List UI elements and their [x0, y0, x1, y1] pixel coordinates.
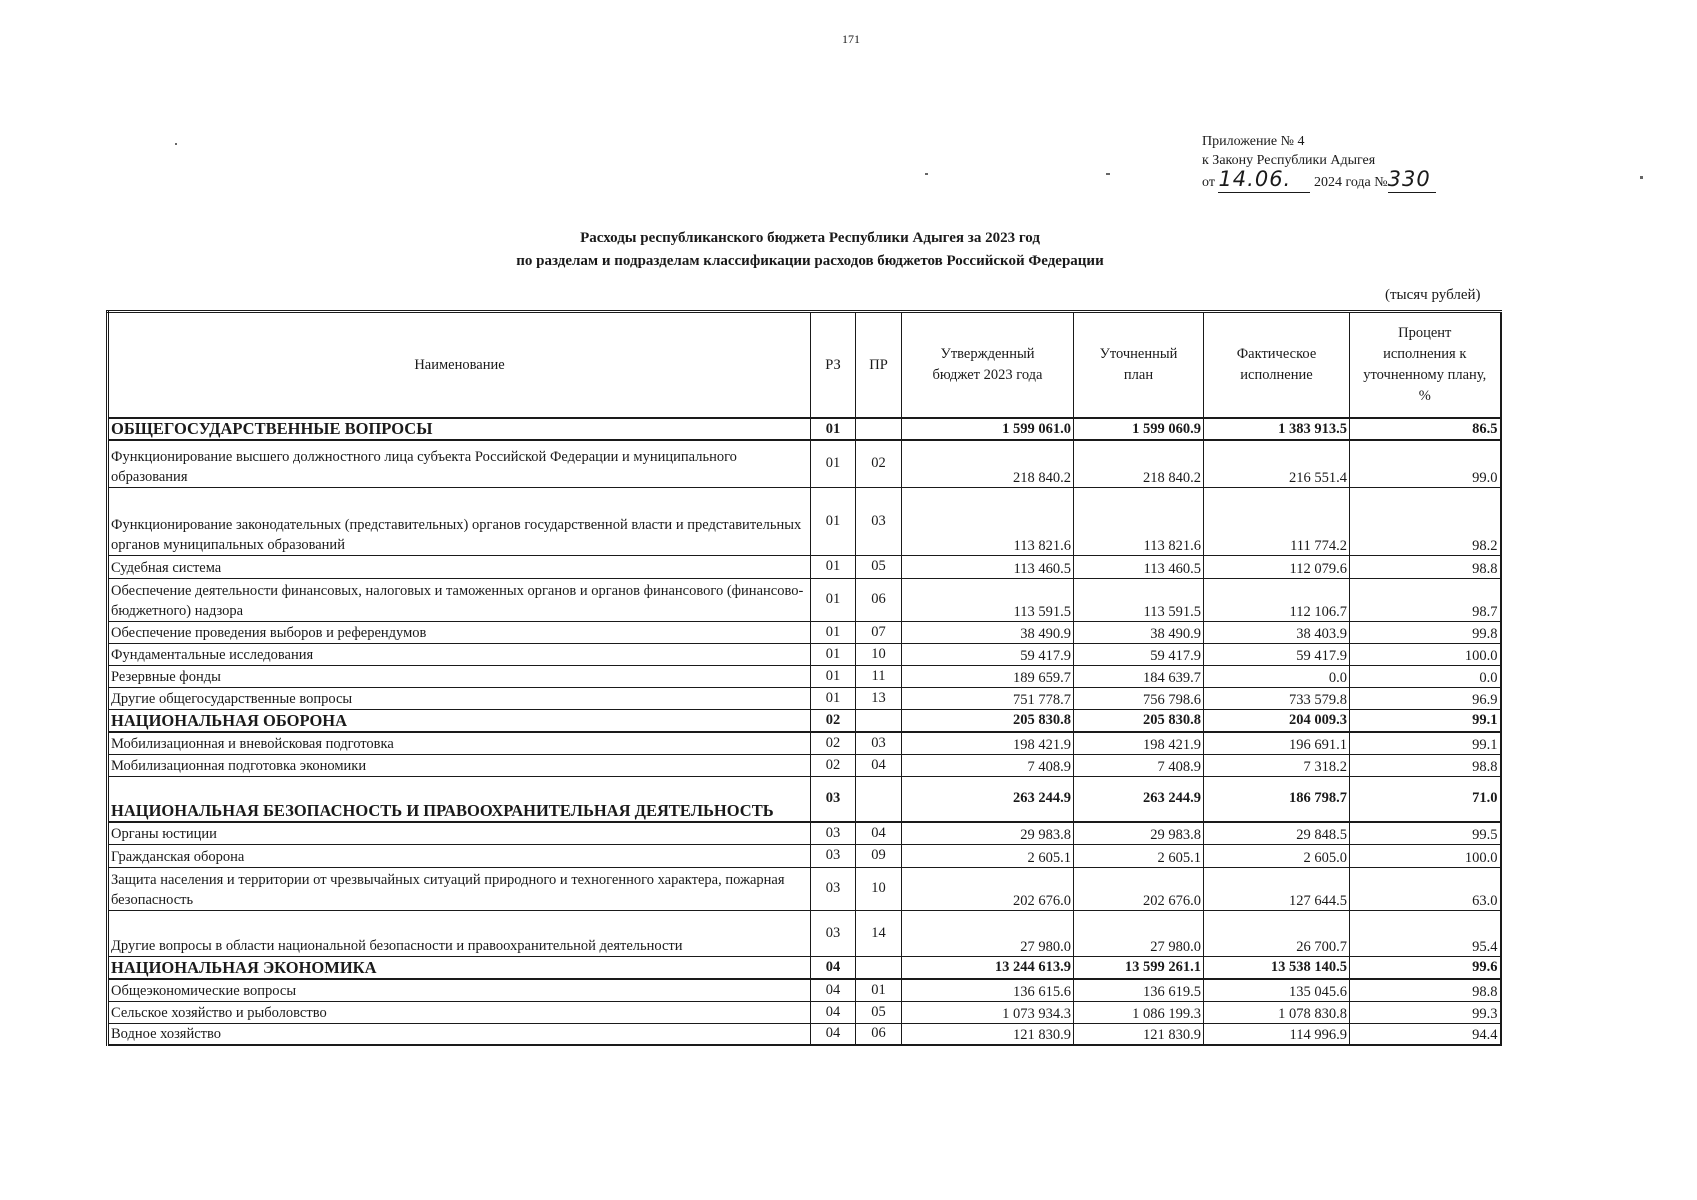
table-row — [108, 665, 1501, 687]
cell-name: Органы юстиции — [108, 822, 811, 844]
cell-actual: 26 700.7 — [1204, 910, 1350, 956]
cell-actual: 196 691.1 — [1204, 732, 1350, 754]
cell-percent: 99.0 — [1350, 440, 1501, 487]
cell-name: Фундаментальные исследования — [108, 643, 811, 665]
cell-name: Мобилизационная и вневойсковая подготовка — [108, 732, 811, 754]
cell-pr — [856, 418, 902, 440]
cell-revised: 1 086 199.3 — [1074, 1001, 1204, 1023]
table-section-row — [108, 418, 1501, 440]
cell-actual: 112 079.6 — [1204, 555, 1350, 578]
cell-revised: 29 983.8 — [1074, 822, 1204, 844]
handwritten-date-field — [1218, 167, 1310, 193]
cell-revised: 198 421.9 — [1074, 732, 1204, 754]
cell-name: Защита населения и территории от чрезвычайных ситуаций природного и техногенного характера, пожарная безопасность — [108, 867, 811, 910]
cell-name: Гражданская оборона — [108, 844, 811, 867]
cell-name: Общеэкономические вопросы — [108, 979, 811, 1001]
cell-approved: 113 460.5 — [902, 555, 1074, 578]
cell-actual: 111 774.2 — [1204, 487, 1350, 555]
document-title — [0, 227, 1620, 273]
cell-rz: 01 — [811, 555, 856, 578]
title-line-1: Расходы республиканского бюджета Республики Адыгея за 2023 год — [580, 230, 1040, 246]
cell-name: Обеспечение деятельности финансовых, налоговых и таможенных органов и органов финансового (финансово-бюджетного) надзора — [108, 578, 811, 621]
cell-rz: 01 — [811, 643, 856, 665]
cell-pr: 10 — [856, 643, 902, 665]
cell-name: Другие вопросы в области национальной безопасности и правоохранительной деятельности — [108, 910, 811, 956]
page-number: 171 — [842, 32, 860, 46]
number-prefix: № — [1374, 175, 1388, 190]
table-row — [108, 822, 1501, 844]
table-row — [108, 979, 1501, 1001]
cell-percent: 63.0 — [1350, 867, 1501, 910]
table-row — [108, 844, 1501, 867]
cell-name: НАЦИОНАЛЬНАЯ ЭКОНОМИКА — [108, 956, 811, 979]
cell-name: Водное хозяйство — [108, 1023, 811, 1045]
cell-revised: 2 605.1 — [1074, 844, 1204, 867]
cell-actual: 1 383 913.5 — [1204, 418, 1350, 440]
cell-approved: 13 244 613.9 — [902, 956, 1074, 979]
cell-name: НАЦИОНАЛЬНАЯ ОБОРОНА — [108, 709, 811, 732]
cell-rz: 02 — [811, 754, 856, 776]
title-line-2: по разделам и подразделам классификации расходов бюджетов Российской Федерации — [516, 253, 1104, 269]
cell-name: Резервные фонды — [108, 665, 811, 687]
cell-revised: 113 821.6 — [1074, 487, 1204, 555]
cell-actual: 112 106.7 — [1204, 578, 1350, 621]
cell-revised: 184 639.7 — [1074, 665, 1204, 687]
cell-revised: 113 591.5 — [1074, 578, 1204, 621]
cell-rz: 04 — [811, 979, 856, 1001]
cell-revised: 59 417.9 — [1074, 643, 1204, 665]
cell-pr: 04 — [856, 754, 902, 776]
cell-pr: 07 — [856, 621, 902, 643]
cell-rz: 01 — [811, 621, 856, 643]
cell-percent: 99.8 — [1350, 621, 1501, 643]
table-row — [108, 754, 1501, 776]
cell-actual: 135 045.6 — [1204, 979, 1350, 1001]
cell-actual: 204 009.3 — [1204, 709, 1350, 732]
cell-revised: 7 408.9 — [1074, 754, 1204, 776]
handwritten-number-field — [1387, 167, 1436, 193]
header-approved: Утвержденный бюджет 2023 года — [902, 312, 1074, 419]
table-row — [108, 732, 1501, 754]
table-header-row — [108, 312, 1501, 419]
cell-rz: 04 — [811, 1023, 856, 1045]
cell-name: Функционирование высшего должностного лица субъекта Российской Федерации и муниципального образования — [108, 440, 811, 487]
header-revised: Уточненный план — [1074, 312, 1204, 419]
table-row — [108, 555, 1501, 578]
table-row — [108, 1001, 1501, 1023]
cell-approved: 1 073 934.3 — [902, 1001, 1074, 1023]
cell-rz: 03 — [811, 910, 856, 956]
cell-name: Функционирование законодательных (представительных) органов государственной власти и представительных органов муниципальных образований — [108, 487, 811, 555]
appendix-line-2: к Закону Республики Адыгея — [1202, 153, 1376, 168]
header-name: Наименование — [108, 312, 811, 419]
cell-revised: 38 490.9 — [1074, 621, 1204, 643]
cell-rz: 04 — [811, 1001, 856, 1023]
cell-pr: 14 — [856, 910, 902, 956]
date-prefix: от — [1202, 175, 1215, 190]
cell-percent: 99.1 — [1350, 709, 1501, 732]
cell-rz: 03 — [811, 776, 856, 822]
table-section-row — [108, 709, 1501, 732]
units-label: (тысяч рублей) — [1385, 287, 1481, 303]
cell-rz: 03 — [811, 822, 856, 844]
cell-pr — [856, 709, 902, 732]
cell-approved: 38 490.9 — [902, 621, 1074, 643]
table-section-row — [108, 776, 1501, 822]
table-row — [108, 487, 1501, 555]
cell-pr: 05 — [856, 555, 902, 578]
cell-actual: 59 417.9 — [1204, 643, 1350, 665]
cell-percent: 98.8 — [1350, 979, 1501, 1001]
table-row — [108, 621, 1501, 643]
cell-percent: 98.8 — [1350, 754, 1501, 776]
cell-approved: 121 830.9 — [902, 1023, 1074, 1045]
table-row — [108, 867, 1501, 910]
budget-table — [106, 310, 1502, 1046]
cell-rz: 01 — [811, 687, 856, 709]
handwritten-number: 330 — [1387, 167, 1431, 191]
cell-percent: 86.5 — [1350, 418, 1501, 440]
cell-rz: 01 — [811, 578, 856, 621]
cell-approved: 113 821.6 — [902, 487, 1074, 555]
cell-approved: 263 244.9 — [902, 776, 1074, 822]
cell-percent: 96.9 — [1350, 687, 1501, 709]
cell-approved: 27 980.0 — [902, 910, 1074, 956]
appendix-block — [1202, 132, 1436, 193]
cell-rz: 01 — [811, 440, 856, 487]
cell-name: Судебная система — [108, 555, 811, 578]
cell-pr: 10 — [856, 867, 902, 910]
cell-actual: 114 996.9 — [1204, 1023, 1350, 1045]
cell-actual: 216 551.4 — [1204, 440, 1350, 487]
table-section-row — [108, 956, 1501, 979]
cell-pr: 11 — [856, 665, 902, 687]
cell-revised: 1 599 060.9 — [1074, 418, 1204, 440]
cell-revised: 263 244.9 — [1074, 776, 1204, 822]
cell-rz: 01 — [811, 418, 856, 440]
cell-rz: 01 — [811, 487, 856, 555]
cell-revised: 218 840.2 — [1074, 440, 1204, 487]
header-pr: ПР — [856, 312, 902, 419]
cell-approved: 205 830.8 — [902, 709, 1074, 732]
header-percent: Процент исполнения к уточненному плану, % — [1350, 312, 1501, 419]
cell-pr: 02 — [856, 440, 902, 487]
cell-approved: 1 599 061.0 — [902, 418, 1074, 440]
appendix-date-line — [1202, 167, 1436, 193]
scan-speck — [175, 143, 177, 145]
cell-actual: 127 644.5 — [1204, 867, 1350, 910]
scan-speck — [1106, 173, 1110, 175]
cell-percent: 99.5 — [1350, 822, 1501, 844]
cell-revised: 756 798.6 — [1074, 687, 1204, 709]
cell-approved: 751 778.7 — [902, 687, 1074, 709]
scan-speck — [925, 173, 928, 175]
table-row — [108, 578, 1501, 621]
table-row — [108, 440, 1501, 487]
cell-pr: 03 — [856, 487, 902, 555]
cell-approved: 189 659.7 — [902, 665, 1074, 687]
cell-rz: 02 — [811, 709, 856, 732]
cell-revised: 113 460.5 — [1074, 555, 1204, 578]
cell-rz: 03 — [811, 844, 856, 867]
scan-speck — [1640, 176, 1643, 179]
cell-approved: 2 605.1 — [902, 844, 1074, 867]
header-actual: Фактическое исполнение — [1204, 312, 1350, 419]
cell-pr — [856, 776, 902, 822]
header-rz: РЗ — [811, 312, 856, 419]
cell-rz: 03 — [811, 867, 856, 910]
cell-percent: 98.2 — [1350, 487, 1501, 555]
cell-percent: 99.1 — [1350, 732, 1501, 754]
cell-percent: 98.8 — [1350, 555, 1501, 578]
cell-pr: 09 — [856, 844, 902, 867]
cell-approved: 113 591.5 — [902, 578, 1074, 621]
cell-pr: 01 — [856, 979, 902, 1001]
cell-name: Обеспечение проведения выборов и референдумов — [108, 621, 811, 643]
cell-approved: 202 676.0 — [902, 867, 1074, 910]
appendix-line-1: Приложение № 4 — [1202, 134, 1305, 149]
cell-pr — [856, 956, 902, 979]
cell-actual: 2 605.0 — [1204, 844, 1350, 867]
table-row — [108, 910, 1501, 956]
cell-rz: 04 — [811, 956, 856, 979]
table-body — [108, 418, 1501, 1045]
cell-approved: 198 421.9 — [902, 732, 1074, 754]
cell-pr: 05 — [856, 1001, 902, 1023]
cell-percent: 100.0 — [1350, 844, 1501, 867]
cell-actual: 0.0 — [1204, 665, 1350, 687]
cell-revised: 27 980.0 — [1074, 910, 1204, 956]
cell-name: ОБЩЕГОСУДАРСТВЕННЫЕ ВОПРОСЫ — [108, 418, 811, 440]
cell-percent: 99.6 — [1350, 956, 1501, 979]
cell-approved: 59 417.9 — [902, 643, 1074, 665]
cell-rz: 02 — [811, 732, 856, 754]
cell-name: Другие общегосударственные вопросы — [108, 687, 811, 709]
cell-pr: 06 — [856, 578, 902, 621]
handwritten-date: 14.06. — [1218, 167, 1292, 191]
cell-actual: 7 318.2 — [1204, 754, 1350, 776]
table-row — [108, 643, 1501, 665]
cell-percent: 95.4 — [1350, 910, 1501, 956]
cell-pr: 13 — [856, 687, 902, 709]
cell-percent: 100.0 — [1350, 643, 1501, 665]
cell-actual: 1 078 830.8 — [1204, 1001, 1350, 1023]
cell-percent: 98.7 — [1350, 578, 1501, 621]
cell-revised: 205 830.8 — [1074, 709, 1204, 732]
cell-approved: 218 840.2 — [902, 440, 1074, 487]
cell-approved: 7 408.9 — [902, 754, 1074, 776]
cell-actual: 13 538 140.5 — [1204, 956, 1350, 979]
cell-revised: 121 830.9 — [1074, 1023, 1204, 1045]
cell-revised: 202 676.0 — [1074, 867, 1204, 910]
cell-approved: 29 983.8 — [902, 822, 1074, 844]
cell-actual: 733 579.8 — [1204, 687, 1350, 709]
cell-pr: 03 — [856, 732, 902, 754]
cell-rz: 01 — [811, 665, 856, 687]
cell-percent: 71.0 — [1350, 776, 1501, 822]
cell-revised: 136 619.5 — [1074, 979, 1204, 1001]
cell-percent: 94.4 — [1350, 1023, 1501, 1045]
cell-actual: 29 848.5 — [1204, 822, 1350, 844]
table-row — [108, 687, 1501, 709]
cell-name: НАЦИОНАЛЬНАЯ БЕЗОПАСНОСТЬ И ПРАВООХРАНИТЕЛЬНАЯ ДЕЯТЕЛЬНОСТЬ — [108, 776, 811, 822]
cell-actual: 186 798.7 — [1204, 776, 1350, 822]
cell-actual: 38 403.9 — [1204, 621, 1350, 643]
cell-approved: 136 615.6 — [902, 979, 1074, 1001]
table-row — [108, 1023, 1501, 1045]
cell-percent: 99.3 — [1350, 1001, 1501, 1023]
cell-pr: 06 — [856, 1023, 902, 1045]
cell-percent: 0.0 — [1350, 665, 1501, 687]
cell-name: Мобилизационная подготовка экономики — [108, 754, 811, 776]
cell-name: Сельское хозяйство и рыболовство — [108, 1001, 811, 1023]
date-suffix: 2024 года — [1313, 175, 1371, 190]
cell-pr: 04 — [856, 822, 902, 844]
cell-revised: 13 599 261.1 — [1074, 956, 1204, 979]
